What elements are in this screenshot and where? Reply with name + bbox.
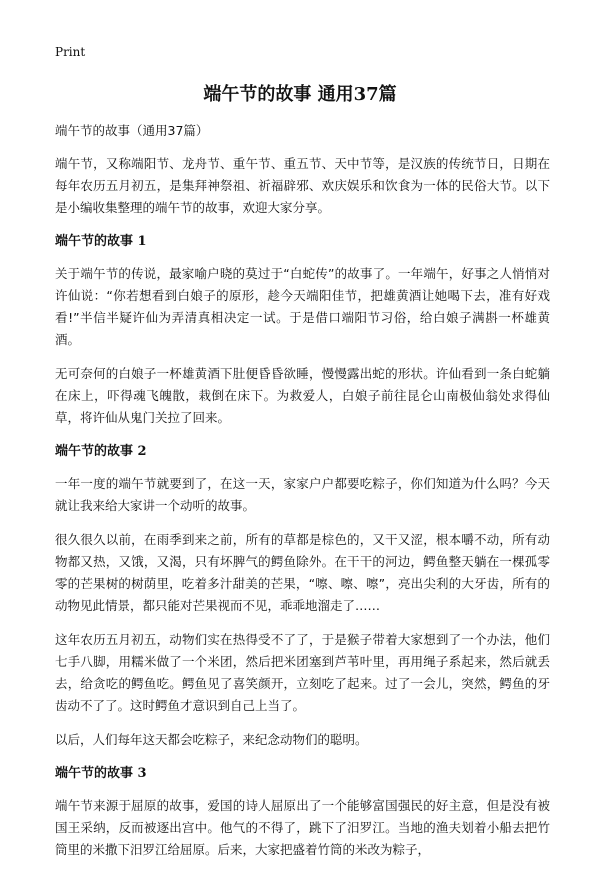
section-heading-2: 端午节的故事 2 [55, 444, 147, 459]
print-link[interactable]: Print [55, 45, 86, 59]
section-2-paragraph-3: 这年农历五月初五，动物们实在热得受不了了，于是猴子带着大家想到了一个办法，他们七手八脚，用糯米做了一个米团，然后把米团塞到芦苇叶里，再用绳子系起来，然后就丢去，给贪吃的鳄鱼吃。鳄鱼见了喜笑颜开，立刻吃了起来。过了一会儿，突然，鳄鱼的牙齿动不了了。这时鳄鱼才意识到自己上当了。 [55, 632, 550, 713]
article-subtitle: 端午节的故事（通用37篇） [55, 123, 209, 138]
section-2-paragraph-4: 以后，人们每年这天都会吃粽子，来纪念动物们的聪明。 [55, 732, 368, 747]
section-2-paragraph-2: 很久很久以前，在雨季到来之前，所有的草都是棕色的，又干又涩，根本嚼不动，所有动物都又热，又饿，又渴，只有坏脾气的鳄鱼除外。在干干的河边，鳄鱼整天躺在一棵孤零零的芒果树的树荫里，吃着多汁甜美的芒果，“嚓、嚓、嚓”，亮出尖利的大牙齿，所有的动物见此情景，都只能对芒果视而不见，乖乖地溜走了…… [55, 532, 550, 613]
section-3-paragraph-1: 端午节来源于屈原的故事，爱国的诗人屈原出了一个能够富国强民的好主意，但是没有被国王采纳，反而被逐出宫中。他气的不得了，跳下了汨罗江。当地的渔夫划着小船去把竹筒里的米撒下汨罗江给屈原。后来，大家把盛着竹筒的米改为粽子， [55, 798, 550, 857]
section-2-paragraph-1: 一年一度的端午节就要到了，在这一天，家家户户都要吃粽子，你们知道为什么吗？今天就让我来给大家讲一个动听的故事。 [55, 476, 550, 513]
article-body [55, 120, 550, 873]
section-1-paragraph-2: 无可奈何的白娘子一杯雄黄酒下肚便昏昏欲睡，慢慢露出蛇的形状。许仙看到一条白蛇躺在床上，吓得魂飞魄散，栽倒在床下。为救爱人，白娘子前往昆仑山南极仙翁处求得仙草，将许仙从鬼门关拉了回来。 [55, 366, 550, 425]
section-heading-1: 端午节的故事 1 [55, 234, 147, 249]
section-1-paragraph-1: 关于端午节的传说，最家喻户晓的莫过于“白蛇传”的故事了。一年端午，好事之人悄悄对许仙说：“你若想看到白娘子的原形，趁今天端阳佳节，把雄黄酒让她喝下去，准有好戏看!”半信半疑许仙为弄清真相决定一试。于是借口端阳节习俗，给白娘子满斟一杯雄黄酒。 [55, 266, 550, 347]
page-title: 端午节的故事 通用37篇 [203, 84, 397, 105]
section-heading-3: 端午节的故事 3 [55, 766, 147, 781]
intro-paragraph: 端午节，又称端阳节、龙舟节、重午节、重五节、天中节等，是汉族的传统节日，日期在每年农历五月初五，是集拜神祭祖、祈福辟邪、欢庆娱乐和饮食为一体的民俗大节。以下是小编收集整理的端午节的故事，欢迎大家分享。 [55, 156, 550, 215]
